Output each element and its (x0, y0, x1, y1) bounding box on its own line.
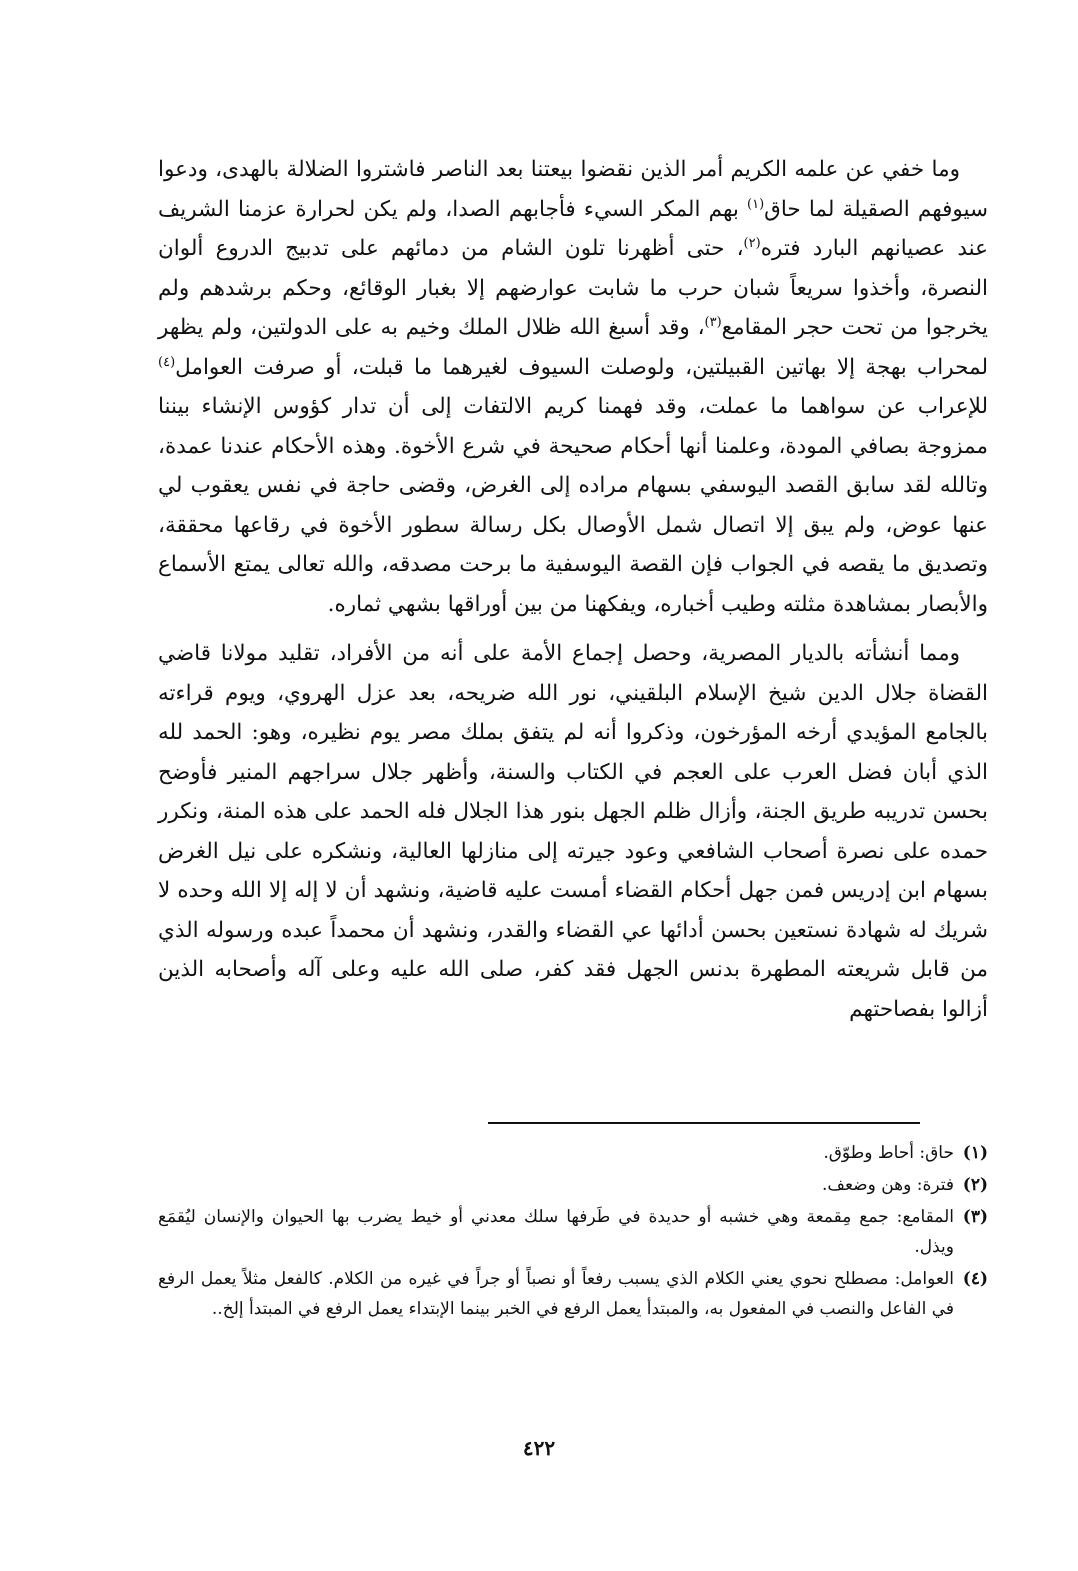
footnotes (158, 1138, 988, 1326)
footnote-text: حاق: أحاط وطوّق. (823, 1143, 954, 1163)
footnote-number: (١) (962, 1143, 988, 1163)
paragraph-2 (158, 634, 988, 1029)
footnote-ref-1[interactable]: (١) (747, 196, 765, 212)
footnote-text: العوامل: مصطلح نحوي يعني الكلام الذي يسبب رفعاً أو نصباً أو جراً في غيره من الكلام. كالفعل مثلاً يعمل الرفع في الفاعل والنصب في المفعول به، والمبتدأ يعمل الرفع في الخبر بينما الإبتداء يعمل الرفع في المبتدأ إلخ.. (158, 1269, 954, 1319)
footnote-ref-4[interactable]: (٤) (158, 354, 176, 370)
footnote-number: (٤) (962, 1269, 988, 1289)
text-run: ، حتى أظهرنا تلون الشام من دمائهم على تدبيج الدروع ألوان النصرة، وأخذوا سريعاً شبان حرب ما شابت عوارضهم إلا بغبار الوقائع، وحكم برشدهم ولم يخرجوا من تحت حجر المقامع (158, 236, 988, 340)
footnote-number: (٢) (962, 1175, 988, 1195)
text-run: للإعراب عن سواهما ما عملت، وقد فهمنا كريم الالتفات إلى أن تدار كؤوس الإنشاء بيننا ممزوجة بصافي المودة، وعلمنا أنها أحكام صحيحة في شرع الأخوة. وهذه الأحكام عندنا عمدة، وتالله لقد سابق القصد اليوسفي بسهام مراده إلى الغرض، وقضى حاجة في نفس يعقوب لي عنها عوض، ولم يبق إلا اتصال شمل الأوصال بكل رسالة سطور الأخوة في رقاعها محققة، وتصديق ما يقصه في الجواب فإن القصة اليوسفية ما برحت مصدقه، والله تعالى يمتع الأسماع والأبصار بمشاهدة مثلته وطيب أخباره، ويفكهنا من بين أوراقها بشهي ثماره. (158, 394, 988, 617)
footnote-4 (158, 1264, 988, 1324)
text-run: وما خفي عن علمه الكريم أمر الذين نقضوا بيعتنا بعد الناصر فاشتروا الضلالة بالهدى، ودعوا سيوفهم الصقيلة لما حاق (158, 157, 989, 222)
footnote-text: فترة: وهن وضعف. (821, 1175, 954, 1195)
footnote-ref-3[interactable]: (٣) (704, 314, 722, 330)
footnote-text: المقامع: جمع مِقمعة وهي خشبه أو حديدة في طَرفها سلك معدني أو خيط يضرب بها الحيوان والإنسان ليُقمَع ويذل. (158, 1207, 954, 1257)
footnote-1 (158, 1138, 988, 1168)
footnote-divider (488, 1122, 920, 1124)
page-body (158, 150, 988, 1029)
text-run: ومما أنشأته بالديار المصرية، وحصل إجماع الأمة على أنه من الأفراد، تقليد مولانا قاضي القضاة جلال الدين شيخ الإسلام البلقيني، نور الله ضريحه، بعد عزل الهروي، ويوم قراءته بالجامع المؤيدي أرخه المؤرخون، وذكروا أنه لم يتفق بملك مصر يوم نظيره، وهو: الحمد لله الذي أبان فضل العرب على العجم في الكتاب والسنة، وأظهر جلال سراجهم المنير فأوضح بحسن تدريبه طريق الجنة، وأزال ظلم الجهل بنور هذا الجلال فله الحمد على هذه المنة، ونكرر حمده على نصرة أصحاب الشافعي وعود جيرته إلى منازلها العالية، ونشكره على نيل الغرض بسهام ابن إدريس فمن جهل أحكام القضاء أمست عليه قاضية، ونشهد أن لا إله إلا الله وحده لا شريك له شهادة نستعين بحسن أدائها عي القضاء والقدر، ونشهد أن محمداً عبده ورسوله الذي من قابل شريعته المطهرة بدنس الجهل فقد كفر، صلى الله عليه وعلى آله وأصحابه الذين أزالوا بفصاحتهم (158, 641, 988, 1022)
text-run: بهم المكر السيء فأجابهم الصدا، ولم يكن لحرارة عزمنا الشريف عند عصيانهم البارد فتره (158, 196, 988, 261)
footnote-ref-2[interactable]: (٢) (743, 235, 761, 251)
footnote-2 (158, 1170, 988, 1200)
footnote-3 (158, 1202, 988, 1262)
body-text (158, 150, 988, 1029)
page-number: ٤٢٢ (522, 1436, 556, 1460)
paragraph-1 (158, 150, 988, 624)
footnote-number: (٣) (962, 1207, 988, 1227)
text-run: ، وقد أسبغ الله ظلال الملك وخيم به على الدولتين، ولم يظهر لمحراب بهجة إلا بهاتين القبيلتين، ولوصلت السيوف لغيرهما ما قبلت، أو صرفت العوامل (158, 315, 988, 380)
